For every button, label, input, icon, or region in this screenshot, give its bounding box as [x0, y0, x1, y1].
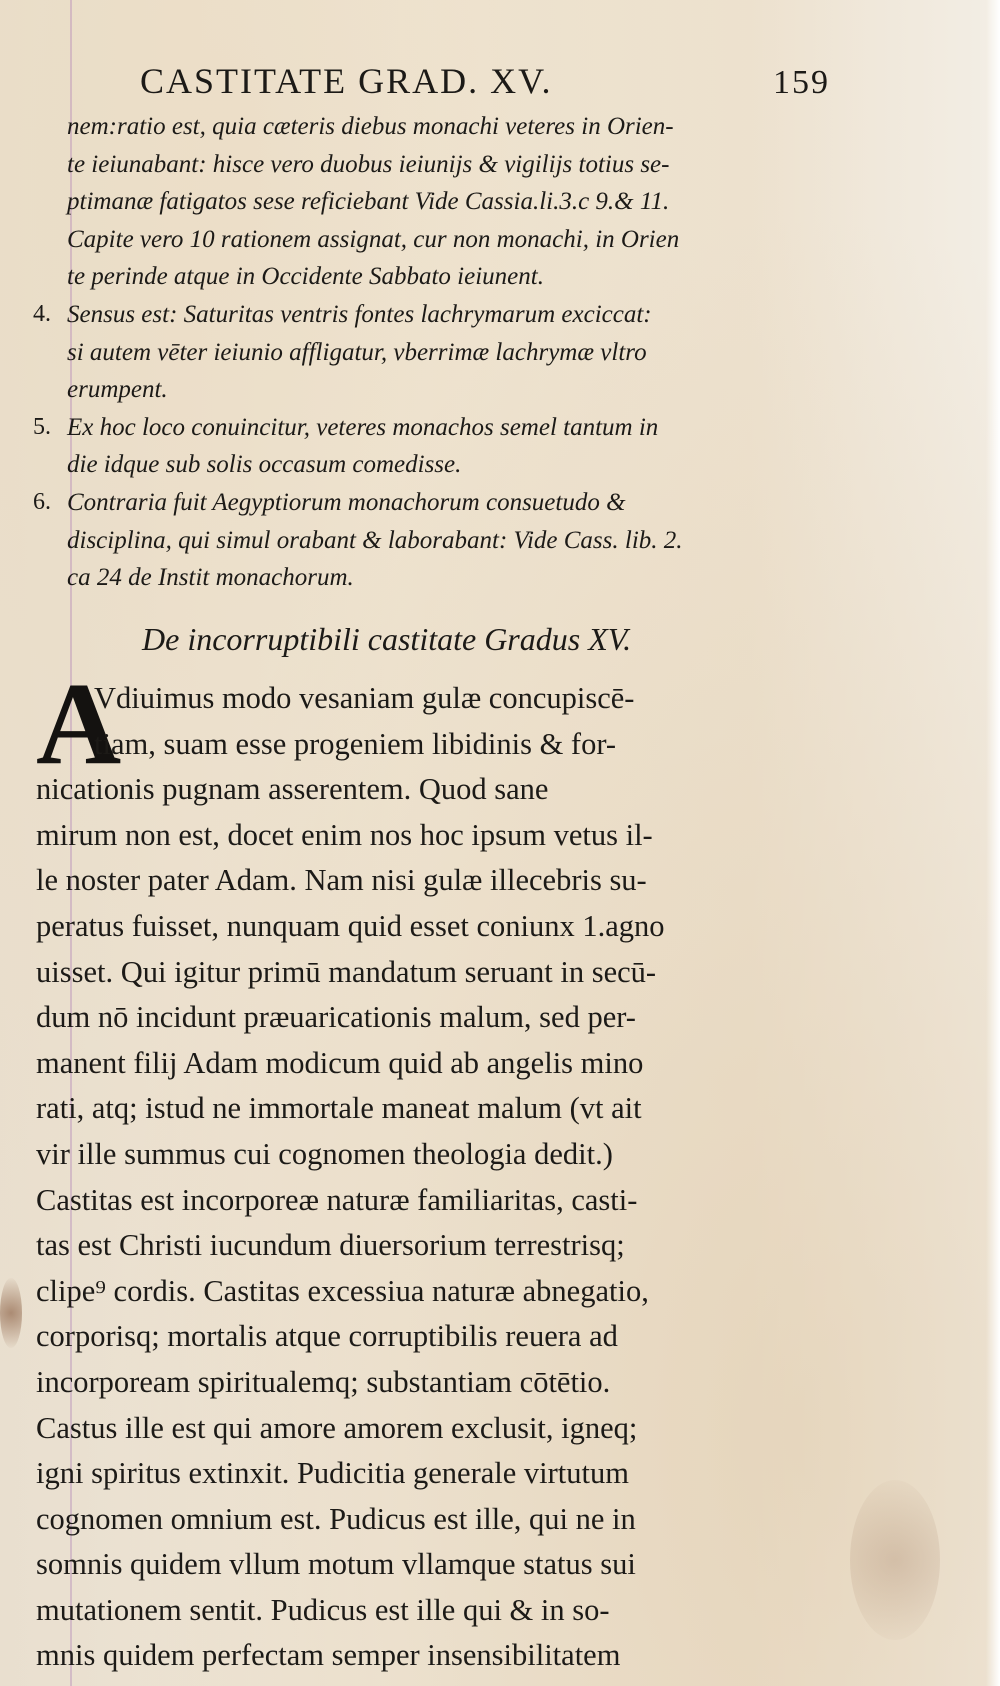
footnote — [33, 484, 835, 597]
footnote-line: si autem vēter ieiunio affligatur, vberrimæ lachrymæ vltro — [67, 338, 647, 366]
running-header — [140, 60, 830, 112]
footnote-line: disciplina, qui simul orabant & laborabant: Vide Cass. lib. 2. — [67, 526, 683, 554]
body-line: dum nō incidunt præuaricationis malum, sed per- — [36, 1000, 636, 1035]
footnote-line: te ieiunabant: hisce vero duobus ieiunijs & vigilijs totius se- — [67, 150, 670, 178]
footnote-line: erumpent. — [67, 376, 168, 404]
footnotes — [33, 108, 835, 597]
ink-stain — [0, 1278, 22, 1348]
body-line: vir ille summus cui cognomen theologia dedit.) — [36, 1136, 613, 1171]
footnote-line: nem:ratio est, quia cæteris diebus monachi veteres in Orien- — [67, 113, 674, 140]
body-line: clipe⁹ cordis. Castitas excessiua naturæ abnegatio, — [36, 1273, 649, 1308]
body-line: le noster pater Adam. Nam nisi gulæ illecebris su- — [36, 863, 647, 898]
body-line: incorpoream spiritualemq; substantiam cōtētio. — [36, 1364, 611, 1399]
section-title: De incorruptibili castitate Gradus XV. — [142, 621, 632, 657]
footnote-number: 6. — [33, 488, 51, 515]
body-line: tas est Christi iucundum diuersorium terrestrisq; — [36, 1228, 625, 1263]
body-line: mnis quidem perfectam semper insensibilitatem — [36, 1638, 621, 1673]
running-title: CASTITATE GRAD. XV. — [140, 61, 553, 101]
footnote-line: die idque sub solis occasum comedisse. — [67, 451, 462, 479]
body-line: mutationem sentit. Pudicus est ille qui & in so- — [36, 1592, 610, 1627]
body-line: rati, atq; istud ne immortale maneat malum (vt ait — [36, 1091, 642, 1126]
body-line: manent filij Adam modicum quid ab angelis mino — [36, 1045, 644, 1080]
body-line: somnis quidem vllum motum vllamque status sui — [36, 1547, 636, 1582]
body-text — [36, 658, 826, 1679]
footnote-line: Contraria fuit Aegyptiorum monachorum consuetudo & — [67, 488, 626, 516]
body-line: Vdiuimus modo vesaniam gulæ concupiscē- — [94, 681, 635, 715]
footnote-line: Ex hoc loco conuincitur, veteres monachos semel tantum in — [67, 413, 659, 441]
footnote-line: te perinde atque in Occidente Sabbato ieiunent. — [67, 263, 544, 291]
footnote — [33, 296, 835, 409]
footnote-number: 4. — [33, 300, 51, 327]
paper-stain — [850, 1480, 940, 1640]
footnote-line: ca 24 de Instit monachorum. — [67, 564, 354, 592]
footnote-number: 5. — [33, 413, 51, 440]
body-line: mirum non est, docet enim nos hoc ipsum vetus il- — [36, 817, 653, 852]
body-line: nicationis pugnam asserentem. Quod sane — [36, 772, 549, 807]
page-edge — [986, 0, 1000, 1686]
body-line: igni spiritus extinxit. Pudicitia generale virtutum — [36, 1456, 629, 1491]
body-line: corporisq; mortalis atque corruptibilis reuera ad — [36, 1319, 618, 1354]
body-line: Castus ille est qui amore amorem exclusit, igneq; — [36, 1410, 638, 1445]
footnote-line: Sensus est: Saturitas ventris fontes lachrymarum exciccat: — [67, 300, 652, 328]
body-line: tiam, suam esse progeniem libidinis & for- — [94, 726, 617, 761]
footnote — [55, 108, 835, 296]
body-line: cognomen omnium est. Pudicus est ille, qui ne in — [36, 1501, 636, 1536]
page-number: 159 — [773, 64, 830, 101]
footnote-line: Capite vero 10 rationem assignat, cur non monachi, in Orien — [67, 225, 680, 253]
footnote-line: ptimanæ fatigatos sese reficiebant Vide Cassia.li.3.c 9.& 11. — [67, 188, 670, 216]
body-line: Castitas est incorporeæ naturæ familiaritas, casti- — [36, 1182, 638, 1217]
body-line: uisset. Qui igitur primū mandatum seruant in secū- — [36, 954, 657, 989]
body-line: peratus fuisset, nunquam quid esset coniunx 1.agno — [36, 908, 665, 943]
footnote — [33, 409, 835, 484]
drop-cap: A — [36, 658, 122, 789]
